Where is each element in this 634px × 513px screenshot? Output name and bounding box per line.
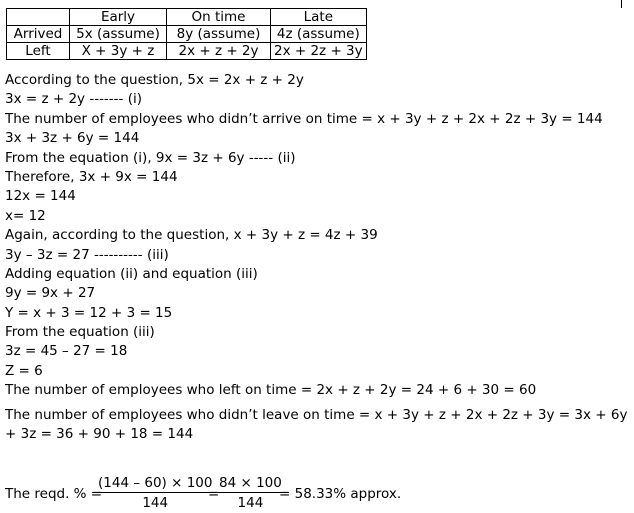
solution-line: Z = 6	[5, 362, 43, 379]
solution-line: 9y = 9x + 27	[5, 285, 96, 302]
fraction-numerator: (144 – 60) × 100	[98, 475, 213, 491]
solution-line: The number of employees who didn’t arrive on time = x + 3y + z + 2x + 2z + 3y = 144	[5, 110, 603, 127]
solution-line: From the equation (i), 9x = 3z + 6y ----- (ii)	[5, 149, 296, 166]
solution-line: 12x = 144	[5, 188, 76, 205]
table-cell: Left	[7, 43, 70, 60]
table-cell: Late	[271, 9, 367, 26]
fraction	[97, 474, 213, 511]
table-cell	[7, 9, 70, 26]
table-cell: Arrived	[7, 26, 70, 43]
solution-line: 3x + 3z + 6y = 144	[5, 130, 140, 147]
table-row	[7, 43, 367, 60]
fraction	[218, 474, 283, 511]
solution-line: From the equation (iii)	[5, 324, 155, 341]
table-cell: 5x (assume)	[70, 26, 167, 43]
employee-table	[6, 8, 367, 60]
solution-line: Y = x + 3 = 12 + 3 = 15	[5, 304, 173, 321]
fraction-denominator: 144	[142, 495, 169, 511]
formula-label: The reqd. % =	[5, 486, 103, 502]
table-cell: On time	[167, 9, 271, 26]
table-header-row	[7, 9, 367, 26]
solution-line-wrapped: The number of employees who didn’t leave on time = x + 3y + z + 2x + 2z + 3y = 3x + 6y + 3z = 36 + 90 + 18 = 144	[5, 406, 628, 442]
equals-sign: =	[208, 486, 220, 502]
solution-line: 3x = z + 2y ------- (i)	[5, 91, 142, 108]
solution-line: Adding equation (ii) and equation (iii)	[5, 265, 258, 282]
table-cell: 4z (assume)	[271, 26, 367, 43]
solution-line: The number of employees who left on time = 2x + z + 2y = 24 + 6 + 30 = 60	[5, 382, 537, 399]
solution-line: Therefore, 3x + 9x = 144	[5, 168, 178, 185]
solution-line: 3z = 45 – 27 = 18	[5, 343, 128, 360]
table-cell: X + 3y + z	[70, 43, 167, 60]
solution-line: 3y – 3z = 27 ---------- (iii)	[5, 246, 169, 263]
solution-line: x= 12	[5, 207, 46, 224]
table-cell: 2x + 2z + 3y	[271, 43, 367, 60]
formula-result: = 58.33% approx.	[279, 486, 402, 502]
solution-line: According to the question, 5x = 2x + z + 2y	[5, 72, 304, 88]
solution-line: Again, according to the question, x + 3y + z = 4z + 39	[5, 227, 378, 244]
table-cell: Early	[70, 9, 167, 26]
table-cell: 8y (assume)	[167, 26, 271, 43]
fraction-numerator: 84 × 100	[219, 475, 282, 491]
fraction-denominator: 144	[237, 495, 264, 511]
corner-mark	[621, 0, 622, 8]
solution-lines	[5, 71, 630, 442]
table-cell: 2x + z + 2y	[167, 43, 271, 60]
table-row	[7, 26, 367, 43]
